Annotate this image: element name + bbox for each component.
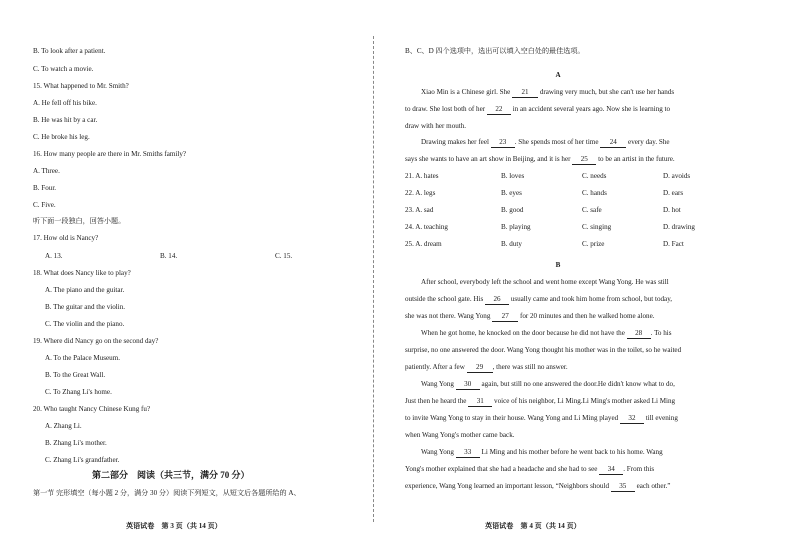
text: . From this [623, 465, 655, 473]
blank-24: 24 [600, 137, 626, 148]
passage-line [405, 154, 675, 165]
option-b: B. playing [501, 223, 531, 231]
option-line: B. The guitar and the violin. [45, 303, 126, 311]
text: every day. She [628, 138, 670, 146]
option-line: B. Zhang Li's mother. [45, 439, 107, 447]
listening-instruction: 听下面一段独白，回答小题。 [33, 217, 126, 225]
option-c: C. singing [582, 223, 612, 231]
section-title: 第二部分 阅读（共三节，满分 70 分） [92, 470, 250, 480]
text: outside the school gate. His [405, 295, 484, 303]
section-intro-continued: B、C、D 四个选项中，选出可以填入空白处的最佳选项。 [405, 47, 585, 55]
option-line: A. To the Palace Museum. [45, 354, 121, 362]
option-d: D. avoids [663, 172, 691, 180]
blank-34: 34 [599, 464, 623, 475]
blank-30: 30 [456, 379, 480, 390]
text: each other.” [636, 482, 671, 490]
passage-line [405, 362, 568, 373]
text: experience, Wang Yong learned an important lesson, “Neighbors should [405, 482, 609, 490]
option-b: B. duty [501, 240, 522, 248]
section-intro: 第一节 完形填空（每小题 2 分，满分 30 分）阅读下列短文，从短文后各题所给的 A、 [33, 489, 301, 497]
option-c: C. safe [582, 206, 602, 214]
option-a: 21. A. hates [405, 172, 439, 180]
option-line: C. To Zhang Li's home. [45, 388, 112, 396]
blank-21: 21 [512, 87, 538, 98]
option-line: C. Five. [33, 201, 56, 209]
text: again, but still no one answered the door.He didn't know what to do, [481, 380, 675, 388]
option-line: B. Four. [33, 184, 57, 192]
text: Li Ming and his mother before he went back to his home. Wang [481, 448, 663, 456]
text: she was not there. Wang Yong [405, 312, 491, 320]
option-line: B. To the Great Wall. [45, 371, 106, 379]
question-16: 16. How many people are there in Mr. Smiths family? [33, 150, 187, 158]
text: to invite Wang Yong to stay in their house. Wang Yong and Li Ming played [405, 414, 619, 422]
question-19: 19. Where did Nancy go on the second day? [33, 337, 159, 345]
option-b: B. 14. [160, 252, 178, 260]
blank-23: 23 [491, 137, 515, 148]
option-b: B. eyes [501, 189, 522, 197]
text: to draw. She lost both of her [405, 105, 486, 113]
option-line: C. To watch a movie. [33, 65, 94, 73]
text: When he got home, he knocked on the door because he did not have the [421, 329, 625, 337]
text: says she wants to have an art show in Beijing, and it is her [405, 155, 571, 163]
text: , there was still no answer. [492, 363, 568, 371]
text: Xiao Min is a Chinese girl. She [421, 88, 511, 96]
option-line: C. He broke his leg. [33, 133, 90, 141]
blank-25: 25 [572, 154, 596, 165]
blank-35: 35 [611, 481, 635, 492]
option-line: B. To look after a patient. [33, 47, 106, 55]
option-d: D. drawing [663, 223, 695, 231]
blank-29: 29 [467, 362, 493, 373]
option-a: 24. A. teaching [405, 223, 448, 231]
blank-32: 32 [620, 413, 644, 424]
option-line: A. Zhang Li. [45, 422, 82, 430]
blank-26: 26 [485, 294, 509, 305]
option-c: C. needs [582, 172, 607, 180]
text: voice of his neighbor, Li Ming.Li Ming's mother asked Li Ming [494, 397, 676, 405]
text: usually came and took him home from school, but today, [510, 295, 673, 303]
option-b: B. loves [501, 172, 525, 180]
passage-line [405, 396, 675, 407]
passage-a-label: A [555, 71, 561, 79]
blank-33: 33 [456, 447, 480, 458]
blank-22: 22 [487, 104, 511, 115]
passage-line [421, 379, 675, 390]
passage-line [421, 87, 674, 98]
option-a: 22. A. legs [405, 189, 436, 197]
passage-line: surprise, no one answered the door. Wang Yong thought his mother was in the toilet, so he waited [405, 346, 682, 354]
option-d: D. ears [663, 189, 684, 197]
option-b: B. good [501, 206, 524, 214]
option-a: 23. A. sad [405, 206, 434, 214]
text: Wang Yong [421, 448, 454, 456]
option-a: A. 13. [45, 252, 63, 260]
passage-line [405, 311, 655, 322]
option-d: D. hot [663, 206, 681, 214]
passage-line [421, 447, 663, 458]
option-line: C. The violin and the piano. [45, 320, 125, 328]
option-line: A. He fell off his bike. [33, 99, 97, 107]
question-15: 15. What happened to Mr. Smith? [33, 82, 129, 90]
question-18: 18. What does Nancy like to play? [33, 269, 131, 277]
blank-28: 28 [627, 328, 651, 339]
text: Yong's mother explained that she had a headache and she had to see [405, 465, 598, 473]
passage-line: After school, everybody left the school and went home except Wang Yong. He was still [421, 278, 669, 286]
text: in an accident several years ago. Now she is learning to [512, 105, 671, 113]
option-a: 25. A. dream [405, 240, 442, 248]
passage-line [405, 294, 672, 305]
text: to be an artist in the future. [598, 155, 675, 163]
option-c: C. hands [582, 189, 607, 197]
passage-line [405, 413, 678, 424]
question-17: 17. How old is Nancy? [33, 234, 99, 242]
option-c: C. prize [582, 240, 605, 248]
passage-line [405, 464, 654, 475]
text: Drawing makes her feel [421, 138, 489, 146]
blank-27: 27 [492, 311, 518, 322]
text: . She spends most of her time [514, 138, 599, 146]
passage-line [405, 481, 670, 492]
text: . To his [650, 329, 672, 337]
blank-31: 31 [468, 396, 492, 407]
passage-line: draw with her mouth. [405, 122, 467, 130]
option-line: A. The piano and the guitar. [45, 286, 125, 294]
passage-line [421, 328, 672, 339]
passage-line [405, 104, 670, 115]
option-d: D. Fact [663, 240, 684, 248]
option-c: C. 15. [275, 252, 293, 260]
passage-line [421, 137, 670, 148]
text: Just then he heard the [405, 397, 467, 405]
passage-b-label: B [555, 261, 561, 269]
option-line: C. Zhang Li's grandfather. [45, 456, 120, 464]
text: till evening [645, 414, 678, 422]
text: patiently. After a few [405, 363, 465, 371]
option-line: A. Three. [33, 167, 60, 175]
passage-line: when Wang Yong's mother came back. [405, 431, 515, 439]
page-divider [373, 36, 374, 522]
text: drawing very much, but she can't use her hands [539, 88, 675, 96]
page-footer: 英语试卷 第 4 页（共 14 页） [485, 522, 581, 530]
option-line: B. He was hit by a car. [33, 116, 98, 124]
question-20: 20. Who taught Nancy Chinese Kung fu? [33, 405, 151, 413]
page-footer: 英语试卷 第 3 页（共 14 页） [126, 522, 222, 530]
text: for 20 minutes and then he walked home alone. [519, 312, 655, 320]
text: Wang Yong [421, 380, 454, 388]
